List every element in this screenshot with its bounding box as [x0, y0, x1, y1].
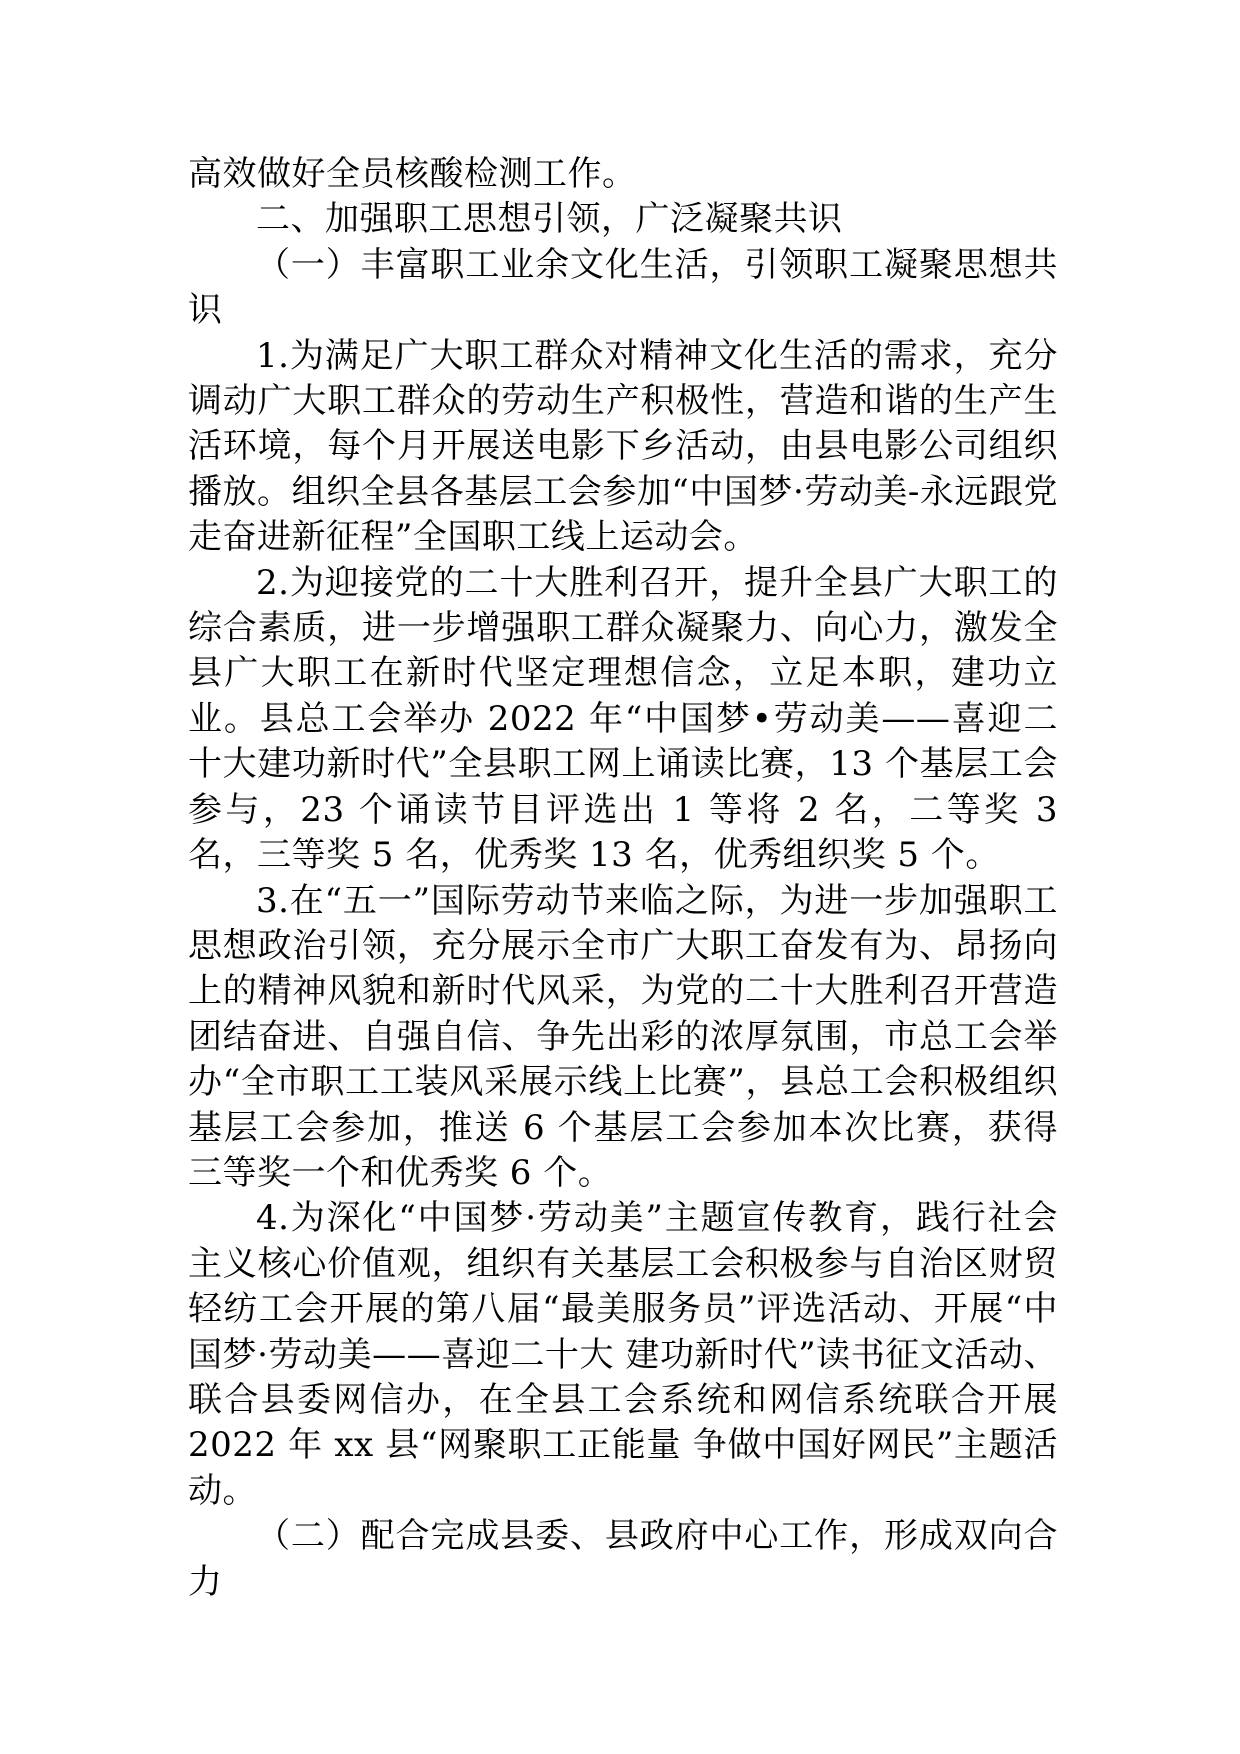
subsection-heading-1: （一）丰富职工业余文化生活，引领职工凝聚思想共识	[188, 244, 1058, 331]
document-body	[188, 152, 1058, 1605]
paragraph-item-4: 4.为深化“中国梦·劳动美”主题宣传教育，践行社会主义核心价值观，组织有关基层工会积极参与自治区财贸轻纺工会开展的第八届“最美服务员”评选活动、开展“中国梦·劳动美——喜迎二十大 建功新时代”读书征文活动、联合县委网信办，在全县工会系统和网信系统联合开展 2022 年 xx 县“网聚职工正能量 争做中国好网民”主题活动。	[188, 1198, 1058, 1511]
paragraph-item-2: 2.为迎接党的二十大胜利召开，提升全县广大职工的综合素质，进一步增强职工群众凝聚力、向心力，激发全县广大职工在新时代坚定理想信念，立足本职，建功立业。县总工会举办 2022 年“中国梦•劳动美——喜迎二十大建功新时代”全县职工网上诵读比赛，13 个基层工会参与，23 个诵读节目评选出 1 等将 2 名，二等奖 3 名，三等奖 5 名，优秀奖 13 名，优秀组织奖 5 个。	[188, 562, 1058, 876]
subsection-heading-2: （二）配合完成县委、县政府中心工作，形成双向合力	[188, 1516, 1058, 1602]
paragraph-item-3: 3.在“五一”国际劳动节来临之际，为进一步加强职工思想政治引领，充分展示全市广大职工奋发有为、昂扬向上的精神风貌和新时代风采，为党的二十大胜利召开营造团结奋进、自强自信、争先出彩的浓厚氛围，市总工会举办“全市职工工装风采展示线上比赛”，县总工会积极组织基层工会参加，推送 6 个基层工会参加本次比赛，获得三等奖一个和优秀奖 6 个。	[188, 880, 1058, 1193]
section-heading-2: 二、加强职工思想引领，广泛凝聚共识	[256, 199, 843, 240]
paragraph-continuation: 高效做好全员核酸检测工作。	[188, 154, 637, 194]
paragraph-item-1: 1.为满足广大职工群众对精神文化生活的需求，充分调动广大职工群众的劳动生产积极性，营造和谐的生产生活环境，每个月开展送电影下乡活动，由县电影公司组织播放。组织全县各基层工会参加“中国梦·劳动美-永远跟党走奋进新征程”全国职工线上运动会。	[188, 335, 1058, 558]
